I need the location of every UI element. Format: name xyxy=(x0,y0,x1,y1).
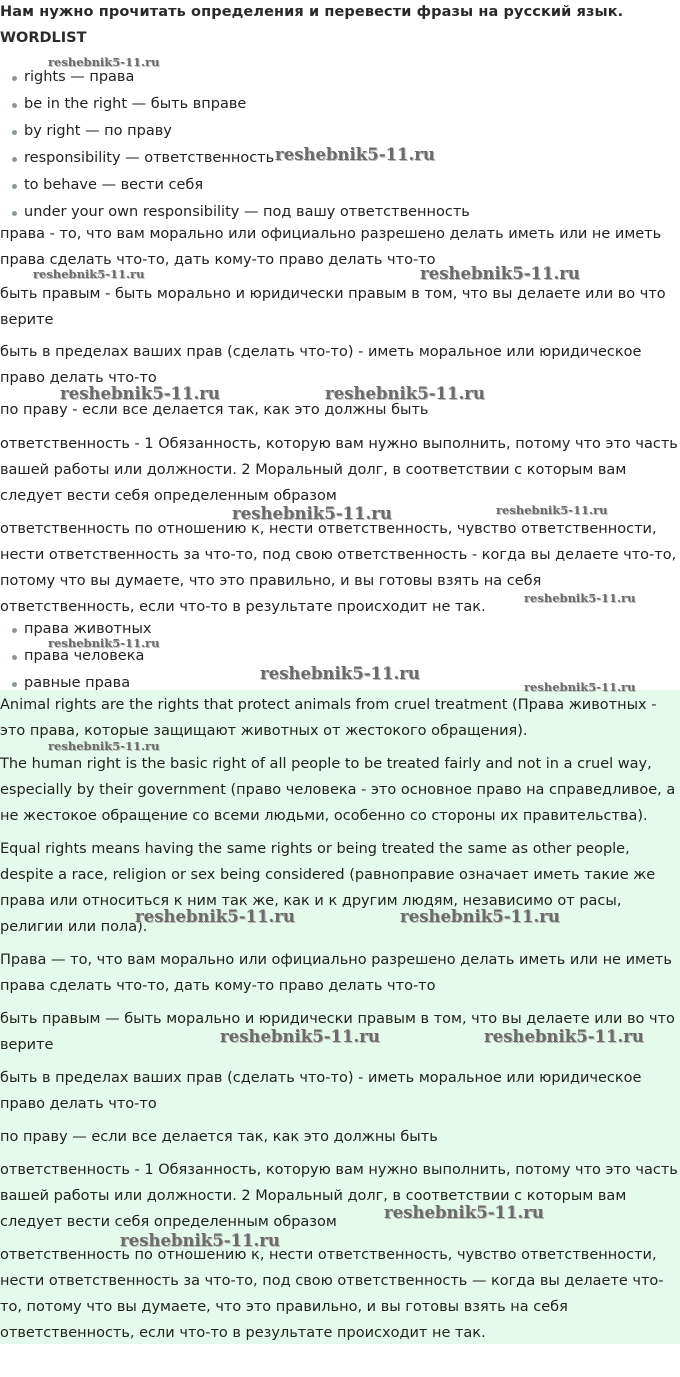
watermark: reshebnik5-11.ru xyxy=(120,1231,280,1250)
definition-paragraph: ответственность - 1 Обязанность, которую вам нужно выполнить, потому что это часть вашей работы или должности. 2 Моральный долг, в соответствии с которым вам следует вести себя определенным образом xyxy=(0,436,678,504)
watermark: reshebnik5-11.ru xyxy=(484,1027,644,1046)
watermark: reshebnik5-11.ru xyxy=(260,664,420,683)
answer-paragraph: Equal rights means having the same rights or being treated the same as other people, despite a race, religion or sex being considered (равноправие означает иметь такие же права или относиться к ним так же, как и к другим людям, независимо от расы, религии или пола). xyxy=(0,841,656,935)
watermark: reshebnik5-11.ru xyxy=(325,384,485,403)
definition-paragraph: ответственность по отношению к, нести ответственность, чувство ответственности, нести ответственность за что-то, под свою ответственность - когда вы делаете что-то, потому что вы думаете, что это правильно, и вы готовы взять на себя ответственность, если что-то в результате происходит не так. xyxy=(0,521,677,615)
watermark: reshebnik5-11.ru xyxy=(496,503,608,517)
answer-paragraph: Права — то, что вам морально или официально разрешено делать иметь или не иметь права сделать что-то, дать кому-то право делать что-то xyxy=(0,952,672,994)
watermark: reshebnik5-11.ru xyxy=(384,1203,544,1222)
watermark: reshebnik5-11.ru xyxy=(48,739,160,753)
definition-paragraph: по праву - если все делается так, как это должны быть xyxy=(0,402,429,418)
answer-paragraph: ответственность по отношению к, нести ответственность, чувство ответственности, нести ответственность за что-то, под свою ответственность — когда вы делаете что-то, потому что вы думаете, что это правильно, и вы готовы взять на себя ответственность, если что-то в результате происходит не так. xyxy=(0,1247,664,1341)
wordlist-title: WORDLIST xyxy=(0,30,87,46)
watermark: reshebnik5-11.ru xyxy=(232,504,392,523)
answer-paragraph: быть правым — быть морально и юридически правым в том, что вы делаете или во что верите xyxy=(0,1011,675,1053)
watermark: reshebnik5-11.ru xyxy=(220,1027,380,1046)
document-page: Нам нужно прочитать определения и перевести фразы на русский язык. WORDLIST rights — права be in the right — быть вправе by right — по праву responsibility — ответственность to behave — вести себя under your own responsibility — под вашу ответственность права - то, что вам морально или официально разрешено делать иметь или не иметь права сделать что-то, дать кому-то право делать что-то быть правым - быть морально и юридически правым в том, что вы делаете или во что верите быть в пределах ваших прав (сделать что-то) - иметь моральное или юридическое право делать что-то по праву - если все делается так, как это должны быть ответственность - 1 Обязанность, которую вам нужно выполнить, потому что это часть вашей работы или должности. 2 Моральный долг, в соответствии с которым вам следует вести себя определенным образом ответственность по отношению к, нести ответственность, чувство ответственности, нести ответственность за что-то, под свою ответственность - когда вы делаете что-то, потому что вы думаете, что это правильно, и вы готовы взять на себя ответственность, если что-то в результате происходит не так. права животных права человека равные права Animal rights are the rights that protect animals from cruel treatment (Права животных - это права, которые защищают животных от жестокого обращения). The human right is the basic right of all people to be treated fairly and not in a cruel way, especially by their government (право человека - это основное право на справедливое, а не жестокое обращение со всеми людьми, особенно со стороны их правительства). Equal rights means having the same rights or being treated the same as other people, despite a race, religion or sex being considered (равноправие означает иметь такие же права или относиться к ним так же, как и к другим людям, независимо от расы, религии или пола). Права — то, что вам морально или официально разрешено делать иметь или не иметь права сделать что-то, дать кому-то право делать что-то быть правым — быть морально и юридически правым в том, что вы делаете или во что верите быть в пределах ваших прав (сделать что-то) - иметь моральное или юридическое право делать что-то по праву — если все делается так, как это должны быть ответственность - 1 Обязанность, которую вам нужно выполнить, потому что это часть вашей работы или должности. 2 Моральный долг, в соответствии с которым вам следует вести себя определенным образом ответственность по отношению к, нести ответственность, чувство ответственности, нести ответственность за что-то, под свою ответственность — когда вы делаете что-то, потому что вы думаете, что это правильно, и вы готовы взять на себя ответственность, если что-то в результате происходит не так. reshebnik5-11.ru reshebnik5-11.ru reshebnik5-11.ru reshebnik5-11.ru reshebnik5-11.ru reshebnik5-11.ru reshebnik5-11.ru reshebnik5-11.ru reshebnik5-11.ru reshebnik5-11.ru reshebnik5-11.ru reshebnik5-11.ru reshebnik5-11.ru reshebnik5-11.ru reshebnik5-11.ru reshebnik5-11.ru reshebnik5-11.ru reshebnik5-11.ru reshebnik5-11.ru xyxy=(0,0,680,1377)
watermark: reshebnik5-11.ru xyxy=(400,907,560,926)
watermark: reshebnik5-11.ru xyxy=(135,907,295,926)
definition-paragraph: права - то, что вам морально или официально разрешено делать иметь или не иметь права сделать что-то, дать кому-то право делать что-то xyxy=(0,226,662,268)
answer-paragraph: Animal rights are the rights that protect animals from cruel treatment (Права животных - это права, которые защищают животных от жестокого обращения). xyxy=(0,697,657,739)
watermark: reshebnik5-11.ru xyxy=(33,267,145,281)
answer-paragraph: быть в пределах ваших прав (сделать что-то) - иметь моральное или юридическое право делать что-то xyxy=(0,1070,642,1112)
watermark: reshebnik5-11.ru xyxy=(524,680,636,694)
watermark: reshebnik5-11.ru xyxy=(48,55,160,69)
watermark: reshebnik5-11.ru xyxy=(275,145,435,164)
definition-paragraph: быть в пределах ваших прав (сделать что-то) - иметь моральное или юридическое право делать что-то xyxy=(0,344,642,386)
watermark: reshebnik5-11.ru xyxy=(524,591,636,605)
task-heading: Нам нужно прочитать определения и перевести фразы на русский язык. xyxy=(0,4,624,20)
watermark: reshebnik5-11.ru xyxy=(60,384,220,403)
watermark: reshebnik5-11.ru xyxy=(420,264,580,283)
answer-paragraph: The human right is the basic right of all people to be treated fairly and not in a cruel way, especially by their government (право человека - это основное право на справедливое, а не жестокое обращение со всеми людьми, особенно со стороны их правительства). xyxy=(0,756,676,824)
answer-paragraph: ответственность - 1 Обязанность, которую вам нужно выполнить, потому что это часть вашей работы или должности. 2 Моральный долг, в соответствии с которым вам следует вести себя определенным образом xyxy=(0,1162,678,1230)
definition-paragraph: быть правым - быть морально и юридически правым в том, что вы делаете или во что верите xyxy=(0,286,666,328)
answer-paragraph: по праву — если все делается так, как это должны быть xyxy=(0,1129,438,1145)
watermark: reshebnik5-11.ru xyxy=(48,636,160,650)
